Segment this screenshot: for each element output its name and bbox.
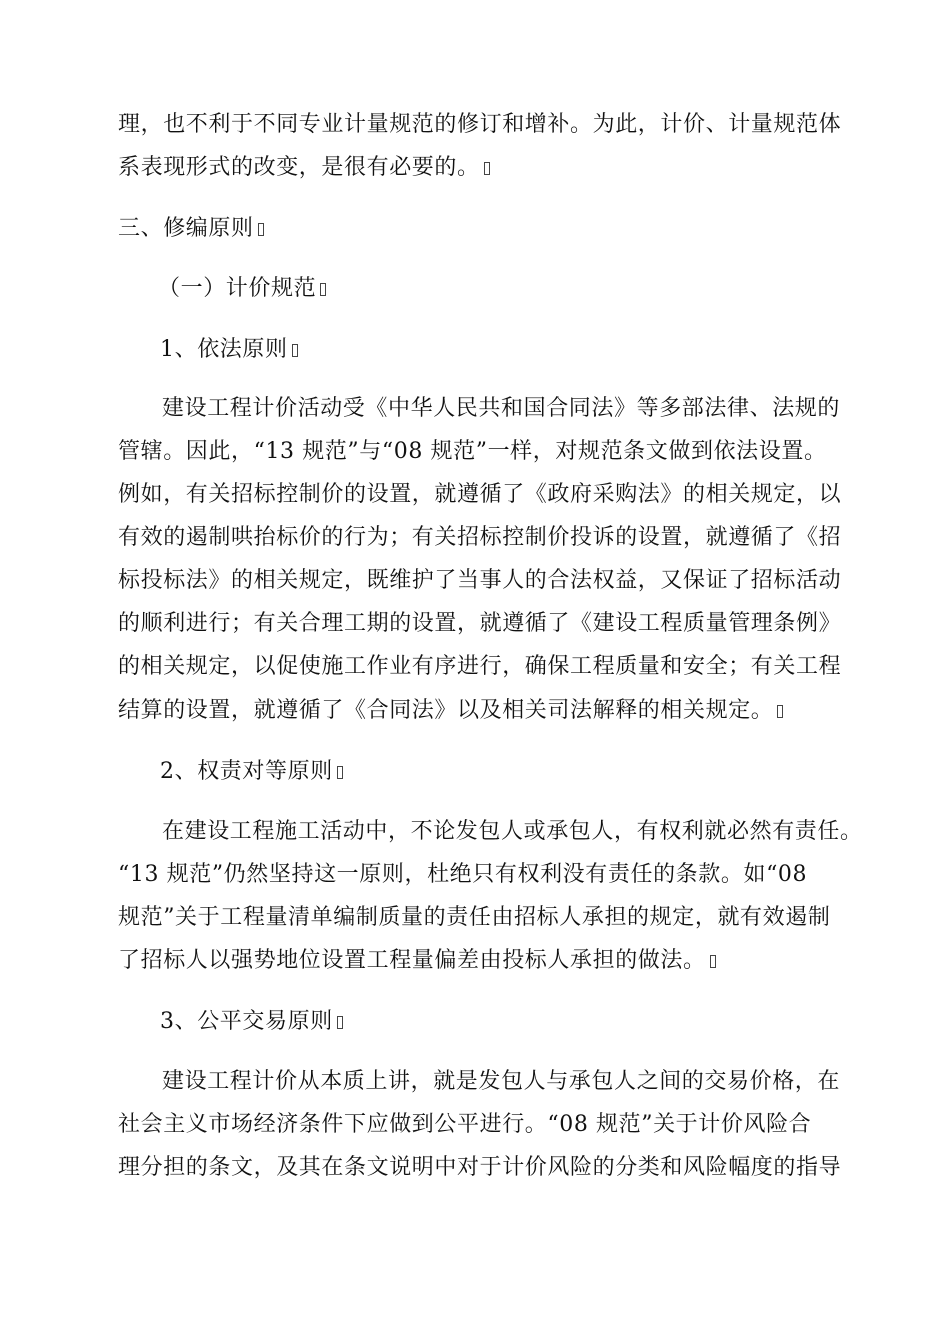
paragraph-mark-icon [258,223,264,236]
text-line: 社会主义市场经济条件下应做到公平进行。“08 规范”关于计价风险合 [118,1112,812,1137]
paragraph-mark-icon [337,1016,343,1029]
paragraph-mark-icon [337,766,343,779]
text-line: 理分担的条文，及其在条文说明中对于计价风险的分类和风险幅度的指导 [118,1155,842,1180]
text-line: 有效的遏制哄抬标价的行为；有关招标控制价投诉的设置，就遵循了《招 [118,525,842,550]
text-line: 理，也不利于不同专业计量规范的修订和增补。为此，计价、计量规范体 [118,112,842,137]
item-heading: 1、依法原则 [160,335,298,365]
text-line: 标投标法》的相关规定，既维护了当事人的合法权益，又保证了招标活动 [118,568,842,593]
text-line: 例如，有关招标控制价的设置，就遵循了《政府采购法》的相关规定，以 [118,482,842,507]
item-heading: 3、公平交易原则 [160,1007,343,1037]
text-line: 的顺利进行；有关合理工期的设置，就遵循了《建设工程质量管理条例》 [118,611,842,636]
text-line: 建设工程计价从本质上讲，就是发包人与承包人之间的交易价格，在 [162,1069,841,1094]
text-line: 结算的设置，就遵循了《合同法》以及相关司法解释的相关规定。 [118,696,783,726]
text-line: 的相关规定，以促使施工作业有序进行，确保工程质量和安全；有关工程 [118,654,842,679]
text-line: 了招标人以强势地位设置工程量偏差由投标人承担的做法。 [118,946,716,976]
item-heading: 2、权责对等原则 [160,757,343,787]
text-line: 管辖。因此，“13 规范”与“08 规范”一样，对规范条文做到依法设置。 [118,439,827,464]
text-line: 系表现形式的改变，是很有必要的。 [118,153,490,183]
text-line: 在建设工程施工活动中，不论发包人或承包人，有权利就必然有责任。 [162,819,863,844]
text-line: “13 规范”仍然坚持这一原则，杜绝只有权利没有责任的条款。如“08 [118,862,808,887]
section-heading: 三、修编原则 [118,214,264,244]
paragraph-mark-icon [777,705,783,718]
text-line: 建设工程计价活动受《中华人民共和国合同法》等多部法律、法规的 [162,396,841,421]
paragraph-mark-icon [320,283,326,296]
paragraph-mark-icon [292,344,298,357]
text-line: 规范”关于工程量清单编制质量的责任由招标人承担的规定，就有效遏制 [118,905,831,930]
subsection-heading: （一）计价规范 [158,274,326,304]
paragraph-mark-icon [710,955,716,968]
paragraph-mark-icon [484,162,490,175]
